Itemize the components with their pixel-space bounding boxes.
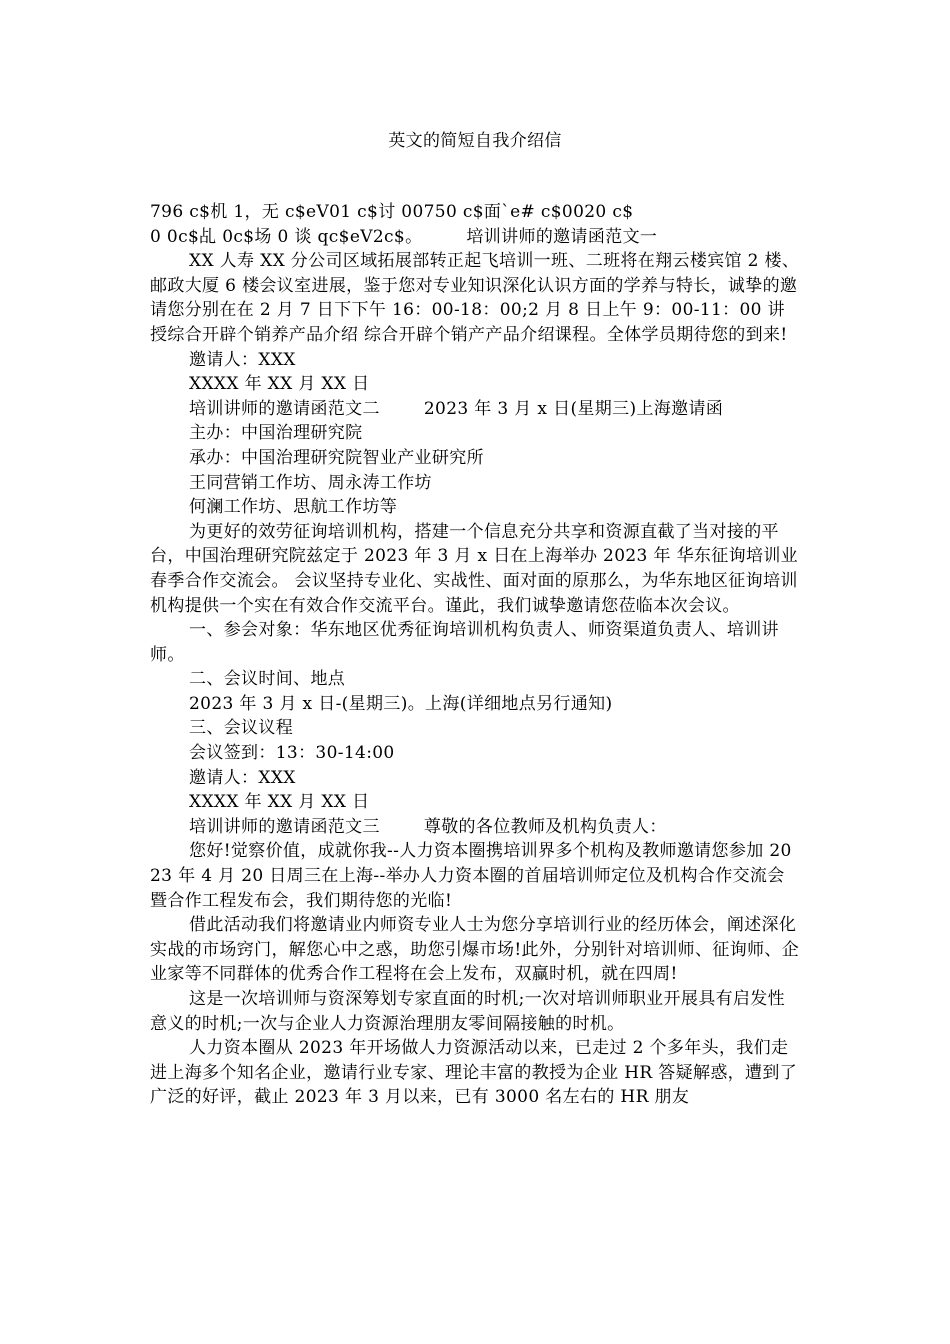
paragraph-tail-text: 培训讲师的邀请函范文一 xyxy=(466,226,658,247)
paragraph-text: XXXX 年 XX 月 XX 日 xyxy=(189,792,370,813)
paragraph-tail-text: 2023 年 3 月 x 日(星期三)上海邀请函 xyxy=(423,398,724,419)
paragraph xyxy=(150,913,800,987)
paragraph xyxy=(150,815,800,840)
paragraph-text: 邀请人：XXX xyxy=(189,349,296,370)
paragraph-text: 二、会议时间、地点 xyxy=(189,669,346,690)
paragraph-text: 培训讲师的邀请函范文二 xyxy=(189,398,380,419)
paragraph-text: 邀请人：XXX xyxy=(189,767,296,788)
paragraph-text: 人力资本圈从 2023 年开场做人力资源活动以来，已走过 2 个多年头，我们走进上海多个知名企业，邀请行业专家、理论丰富的教授为企业 HR 答疑解惑，遭到了广泛的好评，截止 2023 年 3 月以来，已有 3000 名左右的 HR 朋友 xyxy=(150,1038,798,1108)
paragraph-text: 三、会议议程 xyxy=(189,718,294,739)
paragraph xyxy=(150,520,800,618)
paragraph xyxy=(150,397,800,422)
paragraph-text: 796 c$机 1，无 c$eV01 c$讨 00750 c$面`e# c$0020 c$ xyxy=(150,202,634,222)
paragraph-text: 承办：中国治理研究院智业产业研究所 xyxy=(189,447,484,468)
paragraph-text: 培训讲师的邀请函范文三 xyxy=(189,816,380,837)
paragraph-text: 2023 年 3 月 x 日-(星期三)。上海(详细地点另行通知) xyxy=(189,693,613,714)
paragraph xyxy=(150,987,800,1036)
paragraph xyxy=(150,667,800,692)
paragraph xyxy=(150,471,800,496)
paragraph xyxy=(150,225,800,250)
paragraph xyxy=(150,766,800,791)
paragraph xyxy=(150,1036,800,1110)
paragraph-text: 一、参会对象：华东地区优秀征询培训机构负责人、师资渠道负责人、培训讲师。 xyxy=(150,620,779,665)
paragraph-text: 会议签到：13：30-14:00 xyxy=(189,743,395,764)
paragraph-text: 0 0c$乩 0c$场 0 谈 qc$eV2c$。 xyxy=(150,226,423,247)
paragraph xyxy=(150,372,800,397)
paragraph-text: 为更好的效劳征询培训机构，搭建一个信息充分共享和资源直截了当对接的平台，中国治理研究院兹定于 2023 年 3 月 x 日在上海举办 2023 年 华东征询培训业春季合作交流会。 会议坚持专业化、实战性、面对面的原那么，为华东地区征询培训机构提供一个实在有效合作交流平台。谨此，我们诚挚邀请您莅临本次会议。 xyxy=(150,521,799,616)
paragraph xyxy=(150,716,800,741)
paragraph xyxy=(150,446,800,471)
paragraph xyxy=(150,618,800,667)
paragraph xyxy=(150,200,800,225)
paragraph xyxy=(150,790,800,815)
paragraph-text: XXXX 年 XX 月 XX 日 xyxy=(189,374,370,395)
paragraph-text: 您好!觉察价值，成就你我--人力资本圈携培训界多个机构及教师邀请您参加 2023 年 4 月 20 日周三在上海--举办人力资本圈的首届培训师定位及机构合作交流会暨合作工程发布会，我们期待您的光临! xyxy=(150,841,792,911)
paragraph xyxy=(150,839,800,913)
paragraph-text: 何澜工作坊、思航工作坊等 xyxy=(189,497,398,518)
paragraph xyxy=(150,249,800,347)
paragraph xyxy=(150,495,800,520)
paragraph-tail-text: 尊敬的各位教师及机构负责人： xyxy=(423,816,667,837)
paragraph-text: 主办：中国治理研究院 xyxy=(189,423,363,444)
paragraph-text: 王同营销工作坊、周永涛工作坊 xyxy=(189,472,432,493)
paragraph xyxy=(150,692,800,717)
document-title: 英文的简短自我介绍信 xyxy=(388,131,562,151)
paragraph-text: 这是一次培训师与资深筹划专家直面的时机;一次对培训师职业开展具有启发性意义的时机;一次与企业人力资源治理朋友零间隔接触的时机。 xyxy=(150,989,785,1034)
paragraph xyxy=(150,421,800,446)
paragraph-text: XX 人寿 XX 分公司区域拓展部转正起飞培训一班、二班将在翔云楼宾馆 2 楼、邮政大厦 6 楼会议室进展，鉴于您对专业知识深化认识方面的学养与特长，诚挚的邀请您分别在在 2 月 7 日下下午 16：00-18：00;2 月 8 日上午 9：00-11：00 讲授综合开辟个销养产品介绍 综合开辟个销产产品介绍课程。全体学员期待您的到来! xyxy=(150,251,800,345)
paragraph xyxy=(150,348,800,373)
paragraph xyxy=(150,741,800,766)
paragraph-text: 借此活动我们将邀请业内师资专业人士为您分享培训行业的经历体会，阐述深化实战的市场窍门，解您心中之惑，助您引爆市场!此外，分别针对培训师、征询师、企业家等不同群体的优秀合作工程将在会上发布，双赢时机，就在四周! xyxy=(150,915,800,985)
document-body xyxy=(150,200,800,1110)
